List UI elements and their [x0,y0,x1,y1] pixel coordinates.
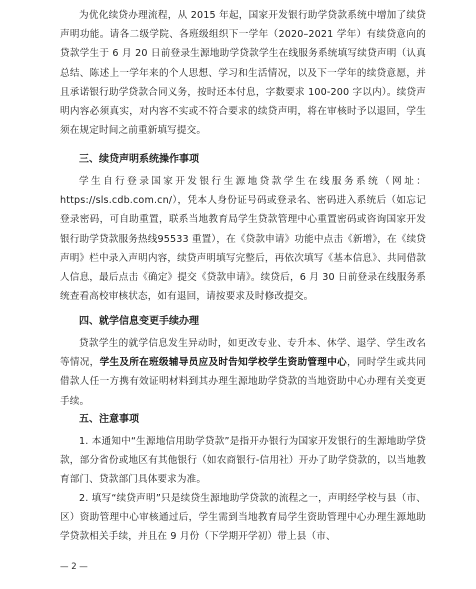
heading-section-4: 四、就学信息变更手续办理 [79,316,199,327]
info-change-text-end: ，同时学生或共同借款人任一方携有效证明材料到其办理生源地助学贷款的当地资助中心办理有关变更手续。 [60,357,426,407]
heading-section-5: 五、注意事项 [79,414,139,425]
note-item-1: 1. 本通知中“生源地信用助学贷款”是指开办银行为国家开发银行的生源地助学贷款，部分省份或地区有其他银行（如农商银行-信用社）开办了助学贷款的，以当地教育部门、贷款部门具体要求为准。 [60,436,426,486]
paragraph-renewal-process: 为优化续贷办理流程，从 2015 年起，国家开发银行助学贷款系统中增加了续贷声明功能。请各二级学院、各班级组织下一学年（2020–2021 学年）有续贷意向的贷款学生于 6 月 20 日前登录生源地助学贷款学生在线服务系统填写续贷声明（认真总结、陈述上一学年来的个人思想、学习和生活情况，以及下一学年的续贷意愿，并且承诺银行助学贷款合同义务，按时还本付息，字数要求 100-200 字以内）。续贷声明内容必须真实，对内容不实或不符合要求的续贷声明，将在审核时予以退回，学生须在规定时间之前重新填写提交。 [60,10,426,137]
info-change-text-start: 贷款学生的就学信息发生异动时，如更改专业、专升本、休学、退学、学生改名等情况， [60,338,426,369]
heading-section-3: 三、续贷声明系统操作事项 [79,154,199,165]
paragraph-system-operation: 学生自行登录国家开发银行生源地贷款学生在线服务系统（网址：https://sls.cdb.com.cn/），凭本人身份证号码或登录名、密码进入系统后（如忘记登录密码，可自助重置，联系当地教育局学生贷款管理中心重置密码或咨询国家开发银行助学贷款服务热线95533 重置），在《贷款申请》功能中点击《新增》，在《续贷声明》栏中录入声明内容，续贷声明填写完整后，再依次填写《基本信息》、共同借款人信息，最后点击《确定》提交《贷款申请》。续贷后，6 月 30 日前登录在线服务系统查看高校审核状态，如有退回，请按要求及时修改提交。 [60,176,426,303]
note-item-2: 2. 填写“续贷声明”只是续贷生源地助学贷款的流程之一，声明经学校与县（市、区）资助管理中心审核通过后，学生需到当地教育局学生资助管理中心办理生源地助学贷款相关手续，并且在 9 月份（下学期开学初）带上县（市、 [60,493,426,543]
page-number: — 2 — [60,562,88,572]
info-change-bold-text: 学生及所在班级辅导员应及时告知学校学生资助管理中心 [99,357,347,369]
paragraph-info-change [60,334,426,411]
